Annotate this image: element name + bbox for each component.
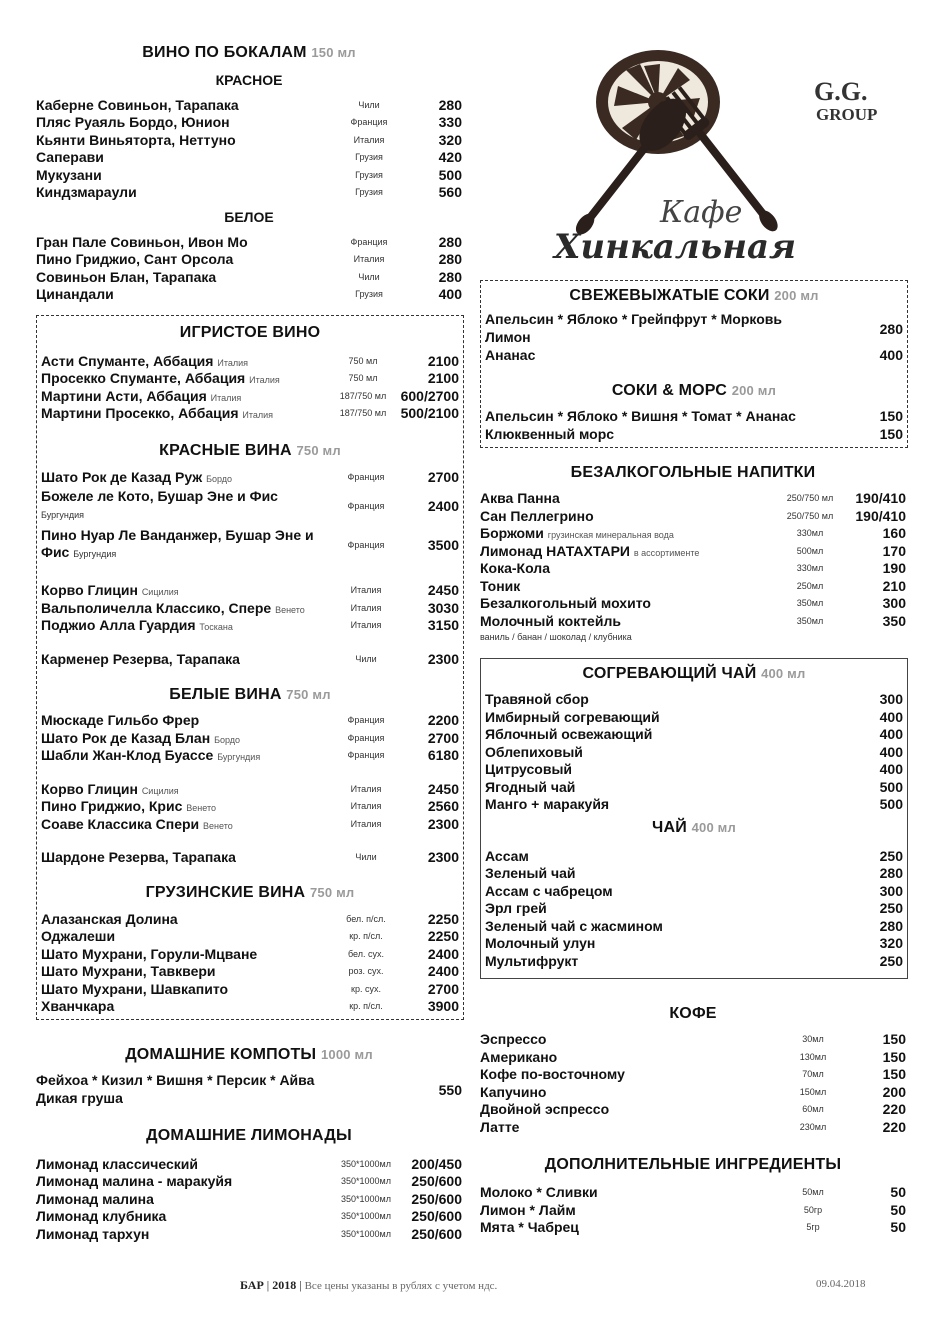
tea-title: ЧАЙ 400 мл (652, 819, 736, 836)
list-item: Лимонад тархун 350*1000мл 250/600 (36, 1225, 462, 1242)
list-item: Ассам 250 (485, 847, 903, 864)
list-item: Алазанская Долина бел. п/сл. 2250 (41, 910, 459, 927)
list-item: Молоко * Сливки 50мл 50 (480, 1184, 906, 1201)
list-item: Поджио Алла Гуардия Тоскана Италия 3150 (41, 617, 459, 634)
coffee-title: КОФЕ (669, 1004, 717, 1022)
list-item: Латте 230мл 220 (480, 1118, 906, 1135)
list-item: Шато Мухрани, Тавквери роз. сух. 2400 (41, 963, 459, 980)
list-item: Эрл грей 250 (485, 900, 903, 917)
list-item: Молочный улун 320 (485, 935, 903, 952)
juices-box (480, 280, 908, 448)
compotes-title: ДОМАШНИЕ КОМПОТЫ 1000 мл (125, 1046, 373, 1063)
right-column (480, 40, 906, 1236)
list-item: Киндзмараули Грузия 560 (36, 184, 462, 201)
list-item: Безалкогольный мохито 350мл 300 (480, 595, 906, 612)
list-item: Просекко Спуманте, Аббация Италия 750 мл 2100 (41, 370, 459, 387)
list-item: Совиньон Блан, Тарапака Чили 280 (36, 268, 462, 285)
cafe-label: Кафе (660, 195, 743, 230)
list-item: Пляс Руаяль Бордо, Юнион Франция 330 (36, 114, 462, 131)
georgian-wines-title: ГРУЗИНСКИЕ ВИНА 750 мл (145, 884, 355, 901)
section-title: ВИНО ПО БОКАЛАМ 150 мл (142, 44, 356, 61)
list-item: Корво Глицин Сицилия Италия 2450 (41, 582, 459, 599)
list-item: Шато Рок де Казад Руж Бордо Франция 2700 (41, 468, 459, 485)
list-item: Оджалеши кр. п/сл. 2250 (41, 928, 459, 945)
list-item: Тоник 250мл 210 (480, 577, 906, 594)
list-item: Американо 130мл 150 (480, 1048, 906, 1065)
list-item: Гран Пале Совиньон, Ивон Мо Франция 280 (36, 233, 462, 250)
coffee-section (480, 1005, 906, 1136)
list-item: Эспрессо 30мл 150 (480, 1031, 906, 1048)
list-item: Клюквенный морс 150 (485, 425, 903, 442)
soft-drinks-section (480, 464, 906, 642)
list-item: Ассам с чабрецом 300 (485, 882, 903, 899)
white-wines-title: БЕЛЫЕ ВИНА 750 мл (169, 685, 331, 703)
list-item: Молочный коктейль 350мл 350 (480, 612, 906, 629)
group-line2: GROUP (816, 105, 878, 124)
compotes-section (36, 1046, 462, 1107)
juice-row: Ананас 400 (485, 346, 903, 363)
list-item: Двойной эспрессо 60мл 220 (480, 1101, 906, 1118)
list-item: Травяной сбор 300 (485, 691, 903, 708)
compote-row: Фейхоа * Кизил * Вишня * Персик * Айва Дикая груша 550 (36, 1072, 462, 1106)
list-item: Лимонад малина - маракуйя 350*1000мл 250/600 (36, 1173, 462, 1190)
list-item: Имбирный согревающий 400 (485, 708, 903, 725)
list-item: Мюскаде Гильбо Фрер Франция 2200 (41, 712, 459, 729)
list-item: Хванчкара кр. п/сл. 3900 (41, 998, 459, 1015)
list-item: Кока-Кола 330мл 190 (480, 560, 906, 577)
list-item: Лимонад малина 350*1000мл 250/600 (36, 1190, 462, 1207)
list-item: Зеленый чай с жасмином 280 (485, 917, 903, 934)
warming-tea-title: СОГРЕВАЮЩИЙ ЧАЙ 400 мл (582, 664, 806, 682)
list-item: Мультифрукт 250 (485, 952, 903, 969)
list-item: Мартини Просекко, Аббация Италия 187/750 мл 500/2100 (41, 405, 459, 422)
list-item: Саперави Грузия 420 (36, 149, 462, 166)
list-item: Мята * Чабрец 5гр 50 (480, 1219, 906, 1236)
left-column (36, 40, 462, 1243)
list-item: Апельсин * Яблоко * Вишня * Томат * Ананас 150 (485, 408, 903, 425)
list-item: Шабли Жан-Клод Буассе Бургундия Франция 6180 (41, 747, 459, 764)
list-item: Кьянти Виньяторта, Неттуно Италия 320 (36, 131, 462, 148)
list-item: Шато Мухрани, Шавкапито кр. сух. 2700 (41, 980, 459, 997)
list-item: Карменер Резерва, Тарапака Чили 2300 (41, 650, 459, 667)
tea-box (480, 658, 908, 979)
wine-list-box (36, 315, 464, 1020)
list-item: Кофе по-восточному 70мл 150 (480, 1066, 906, 1083)
sparkling-title: ИГРИСТОЕ ВИНО (179, 324, 321, 341)
juices-title: СОКИ & МОРС 200 мл (611, 381, 777, 399)
list-item: Облепиховый 400 (485, 743, 903, 760)
brand-name: Хинкальная (554, 227, 797, 267)
list-item: Шардоне Резерва, Тарапака Чили 2300 (41, 849, 459, 866)
lemonades-section (36, 1127, 462, 1243)
list-item: Яблочный освежающий 400 (485, 726, 903, 743)
list-item: Каберне Совиньон, Тарапака Чили 280 (36, 96, 462, 113)
red-subtitle: КРАСНОЕ (215, 72, 283, 88)
list-item: Лимонад классический 350*1000мл 200/450 (36, 1155, 462, 1172)
list-item: Аква Панна 250/750 мл 190/410 (480, 490, 906, 507)
list-item: Сан Пеллегрино 250/750 мл 190/410 (480, 507, 906, 524)
list-item: Лимонад клубника 350*1000мл 250/600 (36, 1208, 462, 1225)
list-item: Зеленый чай 280 (485, 865, 903, 882)
list-item: Ягодный чай 500 (485, 778, 903, 795)
juice-row: Апельсин * Яблоко * Грейпфрут * Морковь Лимон 280 (485, 311, 903, 345)
wine-row: Божеле ле Кото, Бушар Эне и Фис Бургундия Франция 2400 (41, 487, 459, 520)
extras-section (480, 1156, 906, 1237)
list-item: Вальполичелла Классико, Спере Венето Италия 3030 (41, 599, 459, 616)
list-item: Асти Спуманте, Аббация Италия 750 мл 2100 (41, 352, 459, 369)
list-item: Мукузани Грузия 500 (36, 166, 462, 183)
lemonades-title: ДОМАШНИЕ ЛИМОНАДЫ (146, 1127, 352, 1144)
fresh-juices-title: СВЕЖЕВЫЖАТЫЕ СОКИ 200 мл (569, 287, 819, 304)
soft-drinks-title: БЕЗАЛКОГОЛЬНЫЕ НАПИТКИ (570, 463, 816, 481)
list-item: Соаве Классика Спери Венето Италия 2300 (41, 815, 459, 832)
list-item: Манго + маракуйя 500 (485, 796, 903, 813)
footer-date: 09.04.2018 (816, 1278, 866, 1290)
list-item: Цинандали Грузия 400 (36, 286, 462, 303)
wine-row: Пино Нуар Ле Ванданжер, Бушар Эне и Фис Бургундия Франция 3500 (41, 526, 459, 560)
list-item: Мартини Асти, Аббация Италия 187/750 мл 600/2700 (41, 387, 459, 404)
list-item: Пино Гриджио, Крис Венето Италия 2560 (41, 798, 459, 815)
red-wines-title: КРАСНЫЕ ВИНА 750 мл (159, 442, 341, 459)
list-item: Шато Рок де Казад Блан Бордо Франция 2700 (41, 729, 459, 746)
extras-title: ДОПОЛНИТЕЛЬНЫЕ ИНГРЕДИЕНТЫ (544, 1155, 842, 1173)
list-item: Цитрусовый 400 (485, 761, 903, 778)
group-line1: G.G. (814, 77, 868, 106)
wine-by-glass-section (36, 44, 462, 303)
list-item: Боржоми грузинская минеральная вода 330мл 160 (480, 525, 906, 542)
white-subtitle: БЕЛОЕ (224, 209, 274, 225)
footer: БАР | 2018 | Все цены указаны в рублях с учетом ндс. 09.04.2018 (240, 1278, 866, 1292)
list-item: Пино Гриджио, Сант Орсола Италия 280 (36, 251, 462, 268)
list-item: Капучино 150мл 200 (480, 1083, 906, 1100)
shake-flavors: ваниль / банан / шоколад / клубника (480, 631, 632, 642)
list-item: Корво Глицин Сицилия Италия 2450 (41, 780, 459, 797)
list-item: Шато Мухрани, Горули-Мцване бел. сух. 2400 (41, 945, 459, 962)
list-item: Лимонад НАТАХТАРИ в ассортименте 500мл 170 (480, 542, 906, 559)
list-item: Лимон * Лайм 50гр 50 (480, 1201, 906, 1218)
